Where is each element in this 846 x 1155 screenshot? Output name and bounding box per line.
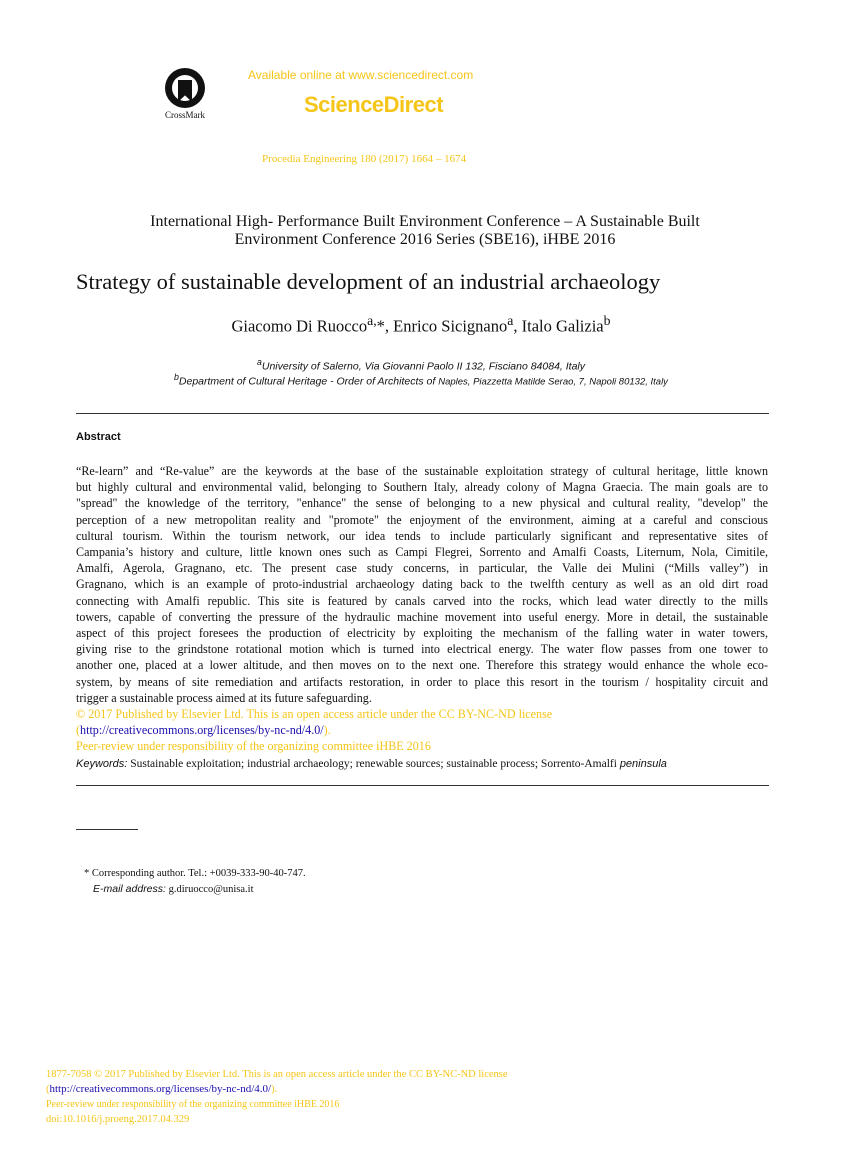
divider-bottom	[76, 785, 769, 786]
affiliation-text: University of Salerno, Via Giovanni Paolo II 132, Fisciano 84084, Italy	[261, 360, 586, 373]
abstract-line: trigger a sustainable process aimed at its future safeguarding.	[76, 690, 372, 705]
article-title: Strategy of sustainable development of an industrial archaeology	[76, 269, 661, 294]
author-affiliation-sup: a,	[367, 313, 377, 328]
license-close: ).	[323, 723, 331, 738]
publisher-footer	[46, 1067, 508, 1127]
conference-name	[80, 213, 770, 249]
conference-line-1: International High- Performance Built Environment Conference – A Sustainable Built	[150, 213, 700, 230]
peer-review-line: Peer-review under responsibility of the organizing committee iHBE 2016	[76, 739, 431, 754]
abstract-line: "spread" the knowledge of the territory, "enhance" the sense of belonging to a new physical and cultural reality, "develop" the	[76, 496, 768, 511]
license-line	[76, 722, 768, 738]
license-link[interactable]: http://creativecommons.org/licenses/by-nc-nd/4.0/	[80, 723, 324, 738]
abstract-line: Campania’s history and culture, little known ones such as Campi Flegrei, Sorrento and Amalfi Coasts, Liternum, Nola, Cimitile,	[76, 545, 768, 560]
footnote-rule	[76, 829, 138, 830]
issn-line: 1877-7058 © 2017 Published by Elsevier Ltd. This is an open access article under the CC BY-NC-ND license	[46, 1069, 508, 1080]
abstract-line: cultural tourism. Within the tourism network, our idea tends to include particularly significant and representative sites of	[76, 528, 768, 543]
author-affiliation-sup: a	[507, 313, 514, 328]
abstract-line: towers, capable of converting the pressure of the hydraulic machine movement into useful energy. More in detail, the sustainable	[76, 609, 768, 624]
abstract-line: system, by means of site remediation and artifacts restoration, in order to place this resort in the tourism / hospitality circuit and	[76, 674, 768, 689]
email-note	[93, 883, 253, 895]
abstract-line: perception of a new metropolitan reality and "promote" the enjoyment of the environment, aiming at a careful and conscious	[76, 512, 768, 527]
abstract-line: giving rise to the grindstone rotational motion which is turned into electrical energy. The water flow passes from one tower to	[76, 642, 768, 657]
abstract-line: aspect of this project foresees the production of electricity by exploiting the mechanism of the falling water in water towers,	[76, 626, 768, 641]
abstract-line: another one, placed at a lower altitude, and then moves on to the next one. Therefore this strategy would enhance the whole eco-	[76, 658, 768, 673]
crossmark-badge[interactable]	[160, 68, 210, 120]
journal-citation: Procedia Engineering 180 (2017) 1664 – 1674	[262, 153, 467, 165]
keywords-label: Keywords:	[76, 757, 128, 770]
abstract-heading: Abstract	[76, 431, 121, 443]
author-separator: ,	[513, 316, 522, 336]
abstract-line: but highly cultural and environmental valid, belonging to Southern Italy, already colony of Magna Graecia. The main goals are to	[76, 480, 768, 495]
abstract-body	[76, 463, 768, 772]
footer-license-link[interactable]: http://creativecommons.org/licenses/by-nc-nd/4.0/	[49, 1083, 272, 1095]
email-address[interactable]: g.diruocco@unisa.it	[165, 884, 254, 895]
affiliation-text: Department of Cultural Heritage - Order of Architects of	[178, 375, 439, 388]
crossmark-label: CrossMark	[165, 110, 205, 120]
email-label: E-mail address:	[93, 883, 166, 895]
affiliation-a	[60, 357, 782, 373]
copyright-line: © 2017 Published by Elsevier Ltd. This is an open access article under the CC BY-NC-ND license	[76, 707, 553, 722]
footer-license-open: (	[46, 1084, 50, 1095]
keywords-last: peninsula	[619, 757, 667, 770]
footer-peer-review: Peer-review under responsibility of the organizing committee iHBE 2016	[46, 1099, 340, 1110]
available-online-link[interactable]: Available online at www.sciencedirect.com	[248, 68, 474, 82]
keywords-text: Sustainable exploitation; industrial archaeology; renewable sources; sustainable process; Sorrento-Amalfi	[127, 757, 620, 770]
abstract-text	[76, 463, 768, 706]
abstract-line: Amalfi, Agerola, Gragnano, etc. The present case study concerns, in particular, the Valle dei Mulini (“Mills valley”) in	[76, 561, 768, 576]
author-name[interactable]: Enrico Sicignano	[393, 316, 508, 336]
abstract-line: connecting with Amalfi republic. This site is featured by canals carved into the rocks, which lead water directly to the mills	[76, 593, 768, 608]
corresponding-author-note: * Corresponding author. Tel.: +0039-333-90-40-747.	[84, 868, 306, 879]
affiliation-sup: a	[256, 357, 262, 367]
affiliation-sup: b	[174, 372, 179, 382]
abstract-line: Gragnano, which is an example of proto-industrial archaeology dating back to the twelfth century as well as an old dirt road	[76, 577, 768, 592]
sciencedirect-logo[interactable]: ScienceDirect	[304, 92, 444, 117]
conference-line-2: Environment Conference 2016 Series (SBE16), iHBE 2016	[234, 231, 616, 248]
license-open: (	[76, 723, 81, 738]
divider-top	[76, 413, 769, 414]
affiliation-b	[60, 372, 782, 388]
footer-license-close: ).	[271, 1084, 278, 1095]
keywords-line	[76, 755, 768, 772]
abstract-line: “Re-learn” and “Re-value” are the keywords at the base of the sustainable exploitation strategy of cultural heritage, little known	[76, 464, 768, 478]
author-list	[60, 313, 782, 337]
author-name[interactable]: Giacomo Di Ruocco	[231, 316, 368, 336]
author-separator: *,	[376, 316, 394, 336]
footer-license-line	[46, 1082, 508, 1097]
crossmark-icon	[165, 68, 205, 108]
author-affiliation-sup: b	[603, 313, 611, 328]
affiliation-tail: Naples, Piazzetta Matilde Serao, 7, Napoli 80132, Italy	[438, 376, 668, 388]
doi-line[interactable]: doi:10.1016/j.proeng.2017.04.329	[46, 1114, 190, 1125]
author-name[interactable]: Italo Galizia	[521, 316, 604, 336]
